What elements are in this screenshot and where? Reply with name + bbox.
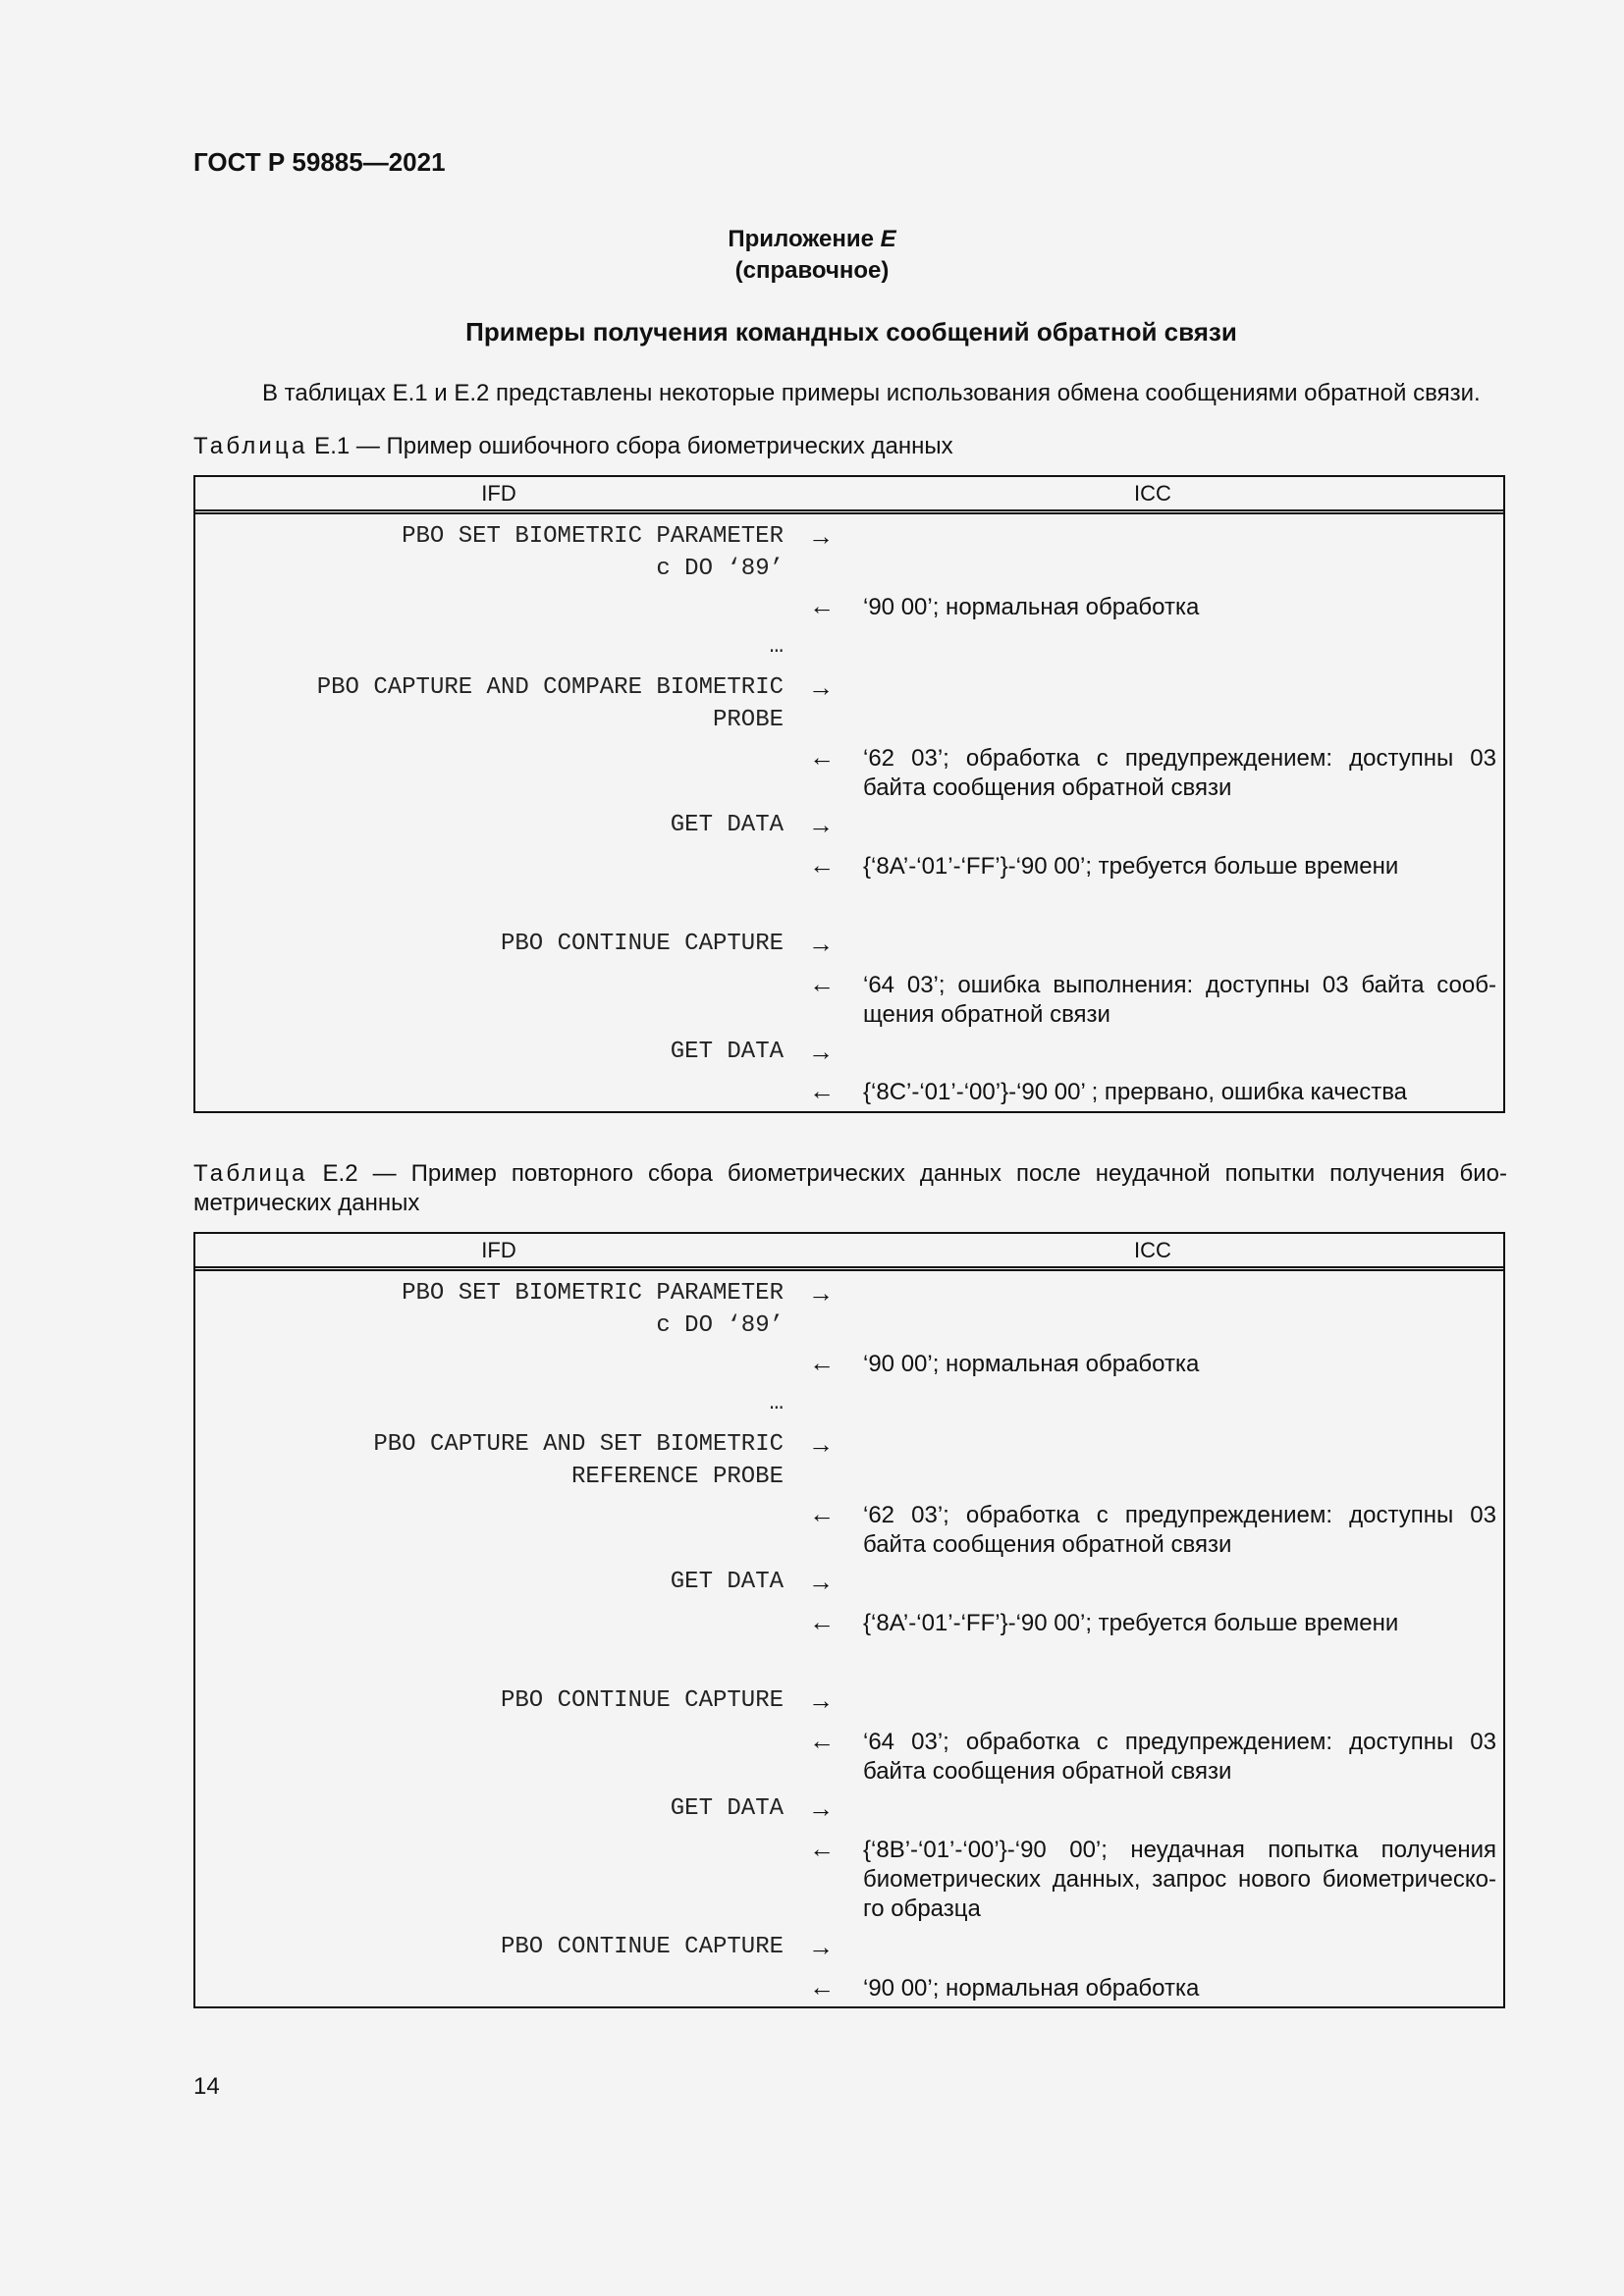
arrow-right-icon: →: [808, 672, 834, 702]
arrow-right-icon: →: [808, 1429, 834, 1459]
icc-response: ‘62 03’; обработка с предупреждением: доступны 03 байта сообщения обратной связи: [863, 1502, 1496, 1558]
table1-caption-label: Таблица: [193, 433, 308, 459]
table2-col-ifd: IFD: [481, 1237, 516, 1262]
arrow-right-icon: →: [808, 929, 834, 958]
arrow-left-icon: ←: [809, 969, 835, 998]
table2-caption-label: Таблица: [193, 1160, 308, 1187]
table1-col-icc: ICC: [1134, 480, 1171, 506]
arrow-left-icon: ←: [809, 1726, 835, 1755]
table2: [193, 1232, 1505, 2008]
document-id: ГОСТ Р 59885—2021: [193, 147, 446, 177]
icc-response: {‘8A’-‘01’-‘FF’}-‘90 00’; требуется больше времени: [863, 853, 1399, 880]
table2-col-icc: ICC: [1134, 1237, 1171, 1262]
ellipsis: …: [769, 1390, 784, 1416]
arrow-left-icon: ←: [809, 1834, 835, 1863]
icc-response: {‘8A’-‘01’-‘FF’}-‘90 00’; требуется больше времени: [863, 1610, 1399, 1636]
icc-response: ‘90 00’; нормальная обработка: [863, 1351, 1200, 1377]
ifd-command: PBO SET BIOMETRIC PARAMETER с DO ‘89’: [402, 1280, 784, 1339]
arrow-right-icon: →: [808, 1793, 834, 1823]
arrow-left-icon: ←: [809, 591, 835, 620]
ifd-command: GET DATA: [670, 1795, 784, 1822]
icc-response: ‘64 03’; обработка с предупреждением: доступны 03 байта сообщения обратной связи: [863, 1729, 1496, 1785]
section-title: Примеры получения командных сообщений обратной связи: [465, 317, 1237, 347]
ifd-command: GET DATA: [670, 1569, 784, 1595]
arrow-right-icon: →: [808, 1278, 834, 1308]
arrow-right-icon: →: [808, 1685, 834, 1715]
annex-title: [0, 224, 1624, 255]
table1-col-ifd: IFD: [481, 480, 516, 506]
table2-header: [195, 1234, 1503, 1271]
ifd-command: PBO CONTINUE CAPTURE: [500, 1687, 784, 1714]
icc-response: ‘62 03’; обработка с предупреждением: доступны 03 байта сообщения обратной связи: [863, 745, 1496, 801]
annex-type: (справочное): [734, 257, 890, 284]
page-number: 14: [193, 2073, 220, 2100]
ellipsis: …: [769, 633, 784, 660]
arrow-left-icon: ←: [809, 1499, 835, 1528]
arrow-right-icon: →: [808, 1567, 834, 1596]
annex-letter: E: [880, 226, 896, 252]
ifd-command: PBO SET BIOMETRIC PARAMETER с DO ‘89’: [402, 523, 784, 582]
table1: [193, 475, 1505, 1113]
ifd-command: GET DATA: [670, 812, 784, 838]
ifd-command: PBO CAPTURE AND SET BIOMETRIC REFERENCE PROBE: [373, 1431, 784, 1490]
arrow-left-icon: ←: [809, 850, 835, 880]
arrow-left-icon: ←: [809, 742, 835, 772]
intro-paragraph: В таблицах Е.1 и Е.2 представлены некоторые примеры использования обмена сообщениями обратной связи.: [262, 380, 1481, 406]
arrow-right-icon: →: [808, 1037, 834, 1066]
table1-header: [195, 477, 1503, 514]
annex-heading: [0, 224, 1624, 287]
arrow-left-icon: ←: [809, 1348, 835, 1377]
icc-response: ‘64 03’; ошибка выполнения: доступны 03 байта сооб-щения обратной связи: [863, 972, 1496, 1028]
arrow-left-icon: ←: [809, 1972, 835, 2002]
table2-caption: [193, 1159, 1507, 1218]
arrow-right-icon: →: [808, 521, 834, 551]
icc-response: {‘8C’-‘01’-‘00’}-‘90 00’ ; прервано, ошибка качества: [863, 1079, 1408, 1105]
ifd-command: PBO CONTINUE CAPTURE: [500, 931, 784, 957]
arrow-left-icon: ←: [809, 1076, 835, 1105]
annex-label: Приложение: [728, 226, 874, 252]
arrow-left-icon: ←: [809, 1607, 835, 1636]
ifd-command: GET DATA: [670, 1039, 784, 1065]
icc-response: ‘90 00’; нормальная обработка: [863, 594, 1200, 620]
table1-caption-text: Е.1 — Пример ошибочного сбора биометрических данных: [307, 433, 953, 459]
icc-response: {‘8B’-‘01’-‘00’}-‘90 00’; неудачная попытка получения биометрических данных, запрос нового биометрическо-го образца: [863, 1837, 1496, 1922]
table2-caption-text: Е.2 — Пример повторного сбора биометрических данных после неудачной попытки получения био-метрических данных: [193, 1160, 1507, 1216]
table1-caption: [193, 432, 1507, 461]
icc-response: ‘90 00’; нормальная обработка: [863, 1975, 1200, 2002]
ifd-command: PBO CONTINUE CAPTURE: [500, 1934, 784, 1960]
arrow-right-icon: →: [808, 810, 834, 839]
ifd-command: PBO CAPTURE AND COMPARE BIOMETRIC PROBE: [316, 674, 784, 733]
arrow-right-icon: →: [808, 1932, 834, 1961]
